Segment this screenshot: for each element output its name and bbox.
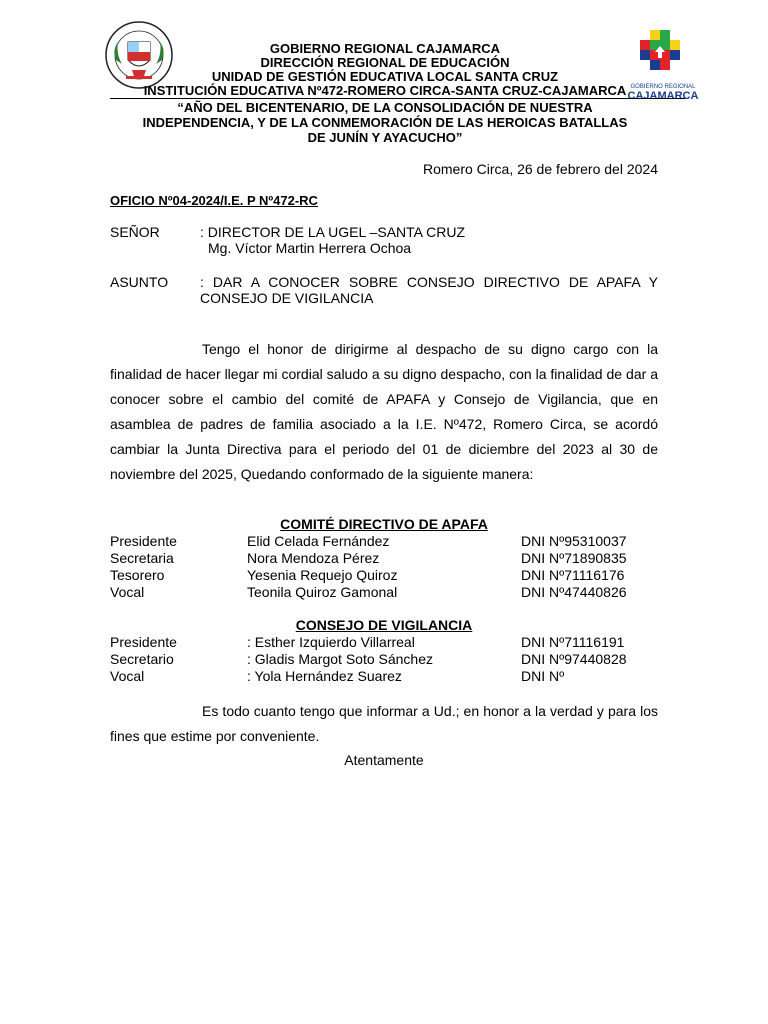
dni: DNI Nº95310037 (521, 533, 627, 549)
role: Vocal (110, 584, 145, 600)
member-name: Teonila Quiroz Gamonal (247, 584, 398, 600)
sign-off: Atentamente (344, 752, 424, 768)
dni: DNI Nº71116176 (521, 567, 625, 583)
date-line: Romero Circa, 26 de febrero del 2024 (422, 161, 658, 177)
dni: DNI Nº71890835 (521, 550, 627, 566)
senor-label: SEÑOR (110, 224, 160, 240)
year-motto (110, 100, 660, 145)
role: Presidente (110, 634, 177, 650)
header-line-4: INSTITUCIÓN EDUCATIVA Nº472-ROMERO CIRCA-SANTA CRUZ-CAJAMARCA (143, 83, 627, 98)
dni: DNI Nº71116191 (521, 634, 625, 650)
asunto-label: ASUNTO (110, 274, 169, 290)
logo-text-line1: GOBIERNO REGIONAL (630, 84, 696, 90)
header-line-1: GOBIERNO REGIONAL CAJAMARCA (269, 41, 501, 56)
motto-line-3: DE JUNÍN Y AYACUCHO” (307, 130, 463, 145)
dni: DNI Nº47440826 (521, 584, 627, 600)
institution-header (110, 42, 660, 98)
apafa-row (110, 584, 658, 601)
body-paragraph: Tengo el honor de dirigirme al despacho de su digno cargo con la finalidad de hacer llegar mi cordial saludo a su digno despacho, con la finalidad de dar a conocer sobre el cambio del comité de APAFA y Consejo de Vigilancia, que en asamblea de padres de familia asociado a la I.E. Nº472, Romero Circa, se acordó cambiar la Junta Directiva para el periodo del 01 de diciembre del 2023 al 30 de noviembre del 2025, Quedando conformado de la siguiente manera: (110, 341, 658, 482)
asunto-text: : DAR A CONOCER SOBRE CONSEJO DIRECTIVO DE APAFA Y CONSEJO DE VIGILANCIA (200, 274, 658, 306)
member-name: Elid Celada Fernández (247, 533, 390, 549)
apafa-title: COMITÉ DIRECTIVO DE APAFA (280, 516, 488, 532)
vigilancia-title: CONSEJO DE VIGILANCIA (295, 617, 473, 633)
dni: DNI Nº97440828 (521, 651, 627, 667)
apafa-row (110, 567, 658, 584)
motto-line-1: “AÑO DEL BICENTENARIO, DE LA CONSOLIDACIÓN DE NUESTRA (177, 100, 593, 115)
vigilancia-row (110, 651, 658, 668)
role: Presidente (110, 533, 177, 549)
member-name: : Gladis Margot Soto Sánchez (247, 651, 433, 667)
header-line-2: DIRECCIÓN REGIONAL DE EDUCACIÓN (260, 55, 510, 70)
role: Secretaria (110, 550, 174, 566)
role: Vocal (110, 668, 145, 684)
vigilancia-row (110, 634, 658, 651)
apafa-row (110, 550, 658, 567)
oficio-number: OFICIO Nº04-2024/I.E. P Nº472-RC (110, 193, 318, 208)
motto-line-2: INDEPENDENCIA, Y DE LA CONMEMORACIÓN DE LAS HEROICAS BATALLAS (142, 115, 628, 130)
role: Secretario (110, 651, 174, 667)
dni: DNI Nº (521, 668, 565, 684)
header-divider (110, 98, 685, 99)
closing-paragraph: Es todo cuanto tengo que informar a Ud.; en honor a la verdad y para los fines que estime por conveniente. (110, 703, 658, 744)
role: Tesorero (110, 567, 165, 583)
member-name: : Yola Hernández Suarez (247, 668, 402, 684)
vigilancia-row (110, 668, 658, 685)
apafa-row (110, 533, 658, 550)
member-name: Yesenia Requejo Quiroz (247, 567, 398, 583)
logo-text-line2: CAJAMARCA (627, 90, 699, 102)
member-name: Nora Mendoza Pérez (247, 550, 380, 566)
header-line-3: UNIDAD DE GESTIÓN EDUCATIVA LOCAL SANTA CRUZ (211, 69, 559, 84)
member-name: : Esther Izquierdo Villarreal (247, 634, 415, 650)
senor-line-1: : DIRECTOR DE LA UGEL –SANTA CRUZ (200, 224, 466, 240)
senor-line-2: Mg. Víctor Martin Herrera Ochoa (208, 240, 412, 256)
